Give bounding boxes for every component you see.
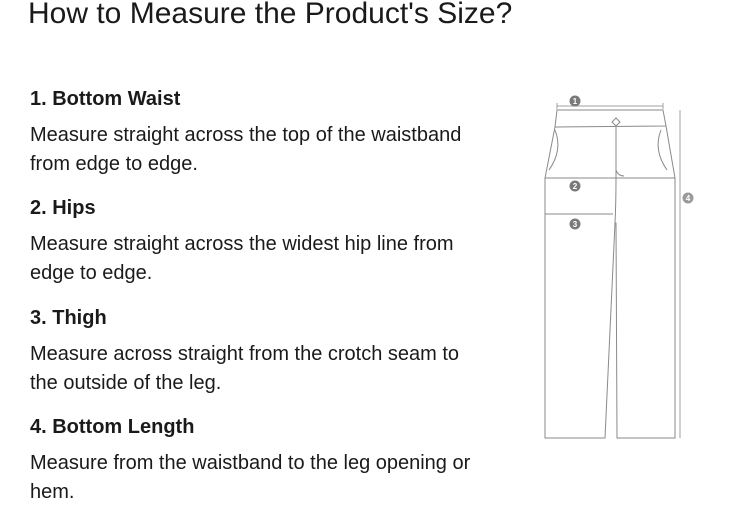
section-hips — [30, 196, 490, 288]
marker-2-icon — [570, 181, 581, 192]
svg-text:4: 4 — [685, 194, 691, 203]
marker-1-icon — [570, 96, 581, 107]
svg-text:3: 3 — [572, 220, 578, 229]
waistband-button-icon — [612, 118, 620, 126]
section-text-bottom-length: Measure from the waistband to the leg opening or hem. — [30, 452, 471, 503]
section-heading-bottom-length: 4. Bottom Length — [30, 416, 195, 438]
section-heading-thigh: 3. Thigh — [30, 307, 107, 329]
pants-outline — [545, 126, 675, 438]
section-bottom-length — [30, 415, 490, 507]
marker-3-icon — [570, 219, 581, 230]
right-pocket — [658, 130, 667, 170]
marker-4-icon — [683, 193, 694, 204]
section-text-bottom-waist: Measure straight across the top of the waistband from edge to edge. — [30, 124, 462, 175]
svg-text:2: 2 — [572, 182, 578, 191]
fly-stitch — [616, 128, 624, 176]
section-heading-hips: 2. Hips — [30, 197, 96, 219]
section-text-hips: Measure straight across the widest hip line from edge to edge. — [30, 233, 454, 284]
section-thigh — [30, 306, 490, 398]
section-heading-bottom-waist: 1. Bottom Waist — [30, 88, 181, 110]
svg-text:1: 1 — [572, 97, 578, 106]
section-bottom-waist — [30, 87, 490, 179]
waistband-outline — [555, 110, 666, 127]
page-title: How to Measure the Product's Size? — [28, 0, 513, 30]
section-text-thigh: Measure across straight from the crotch seam to the outside of the leg. — [30, 343, 460, 394]
pants-measurement-diagram — [535, 88, 705, 448]
